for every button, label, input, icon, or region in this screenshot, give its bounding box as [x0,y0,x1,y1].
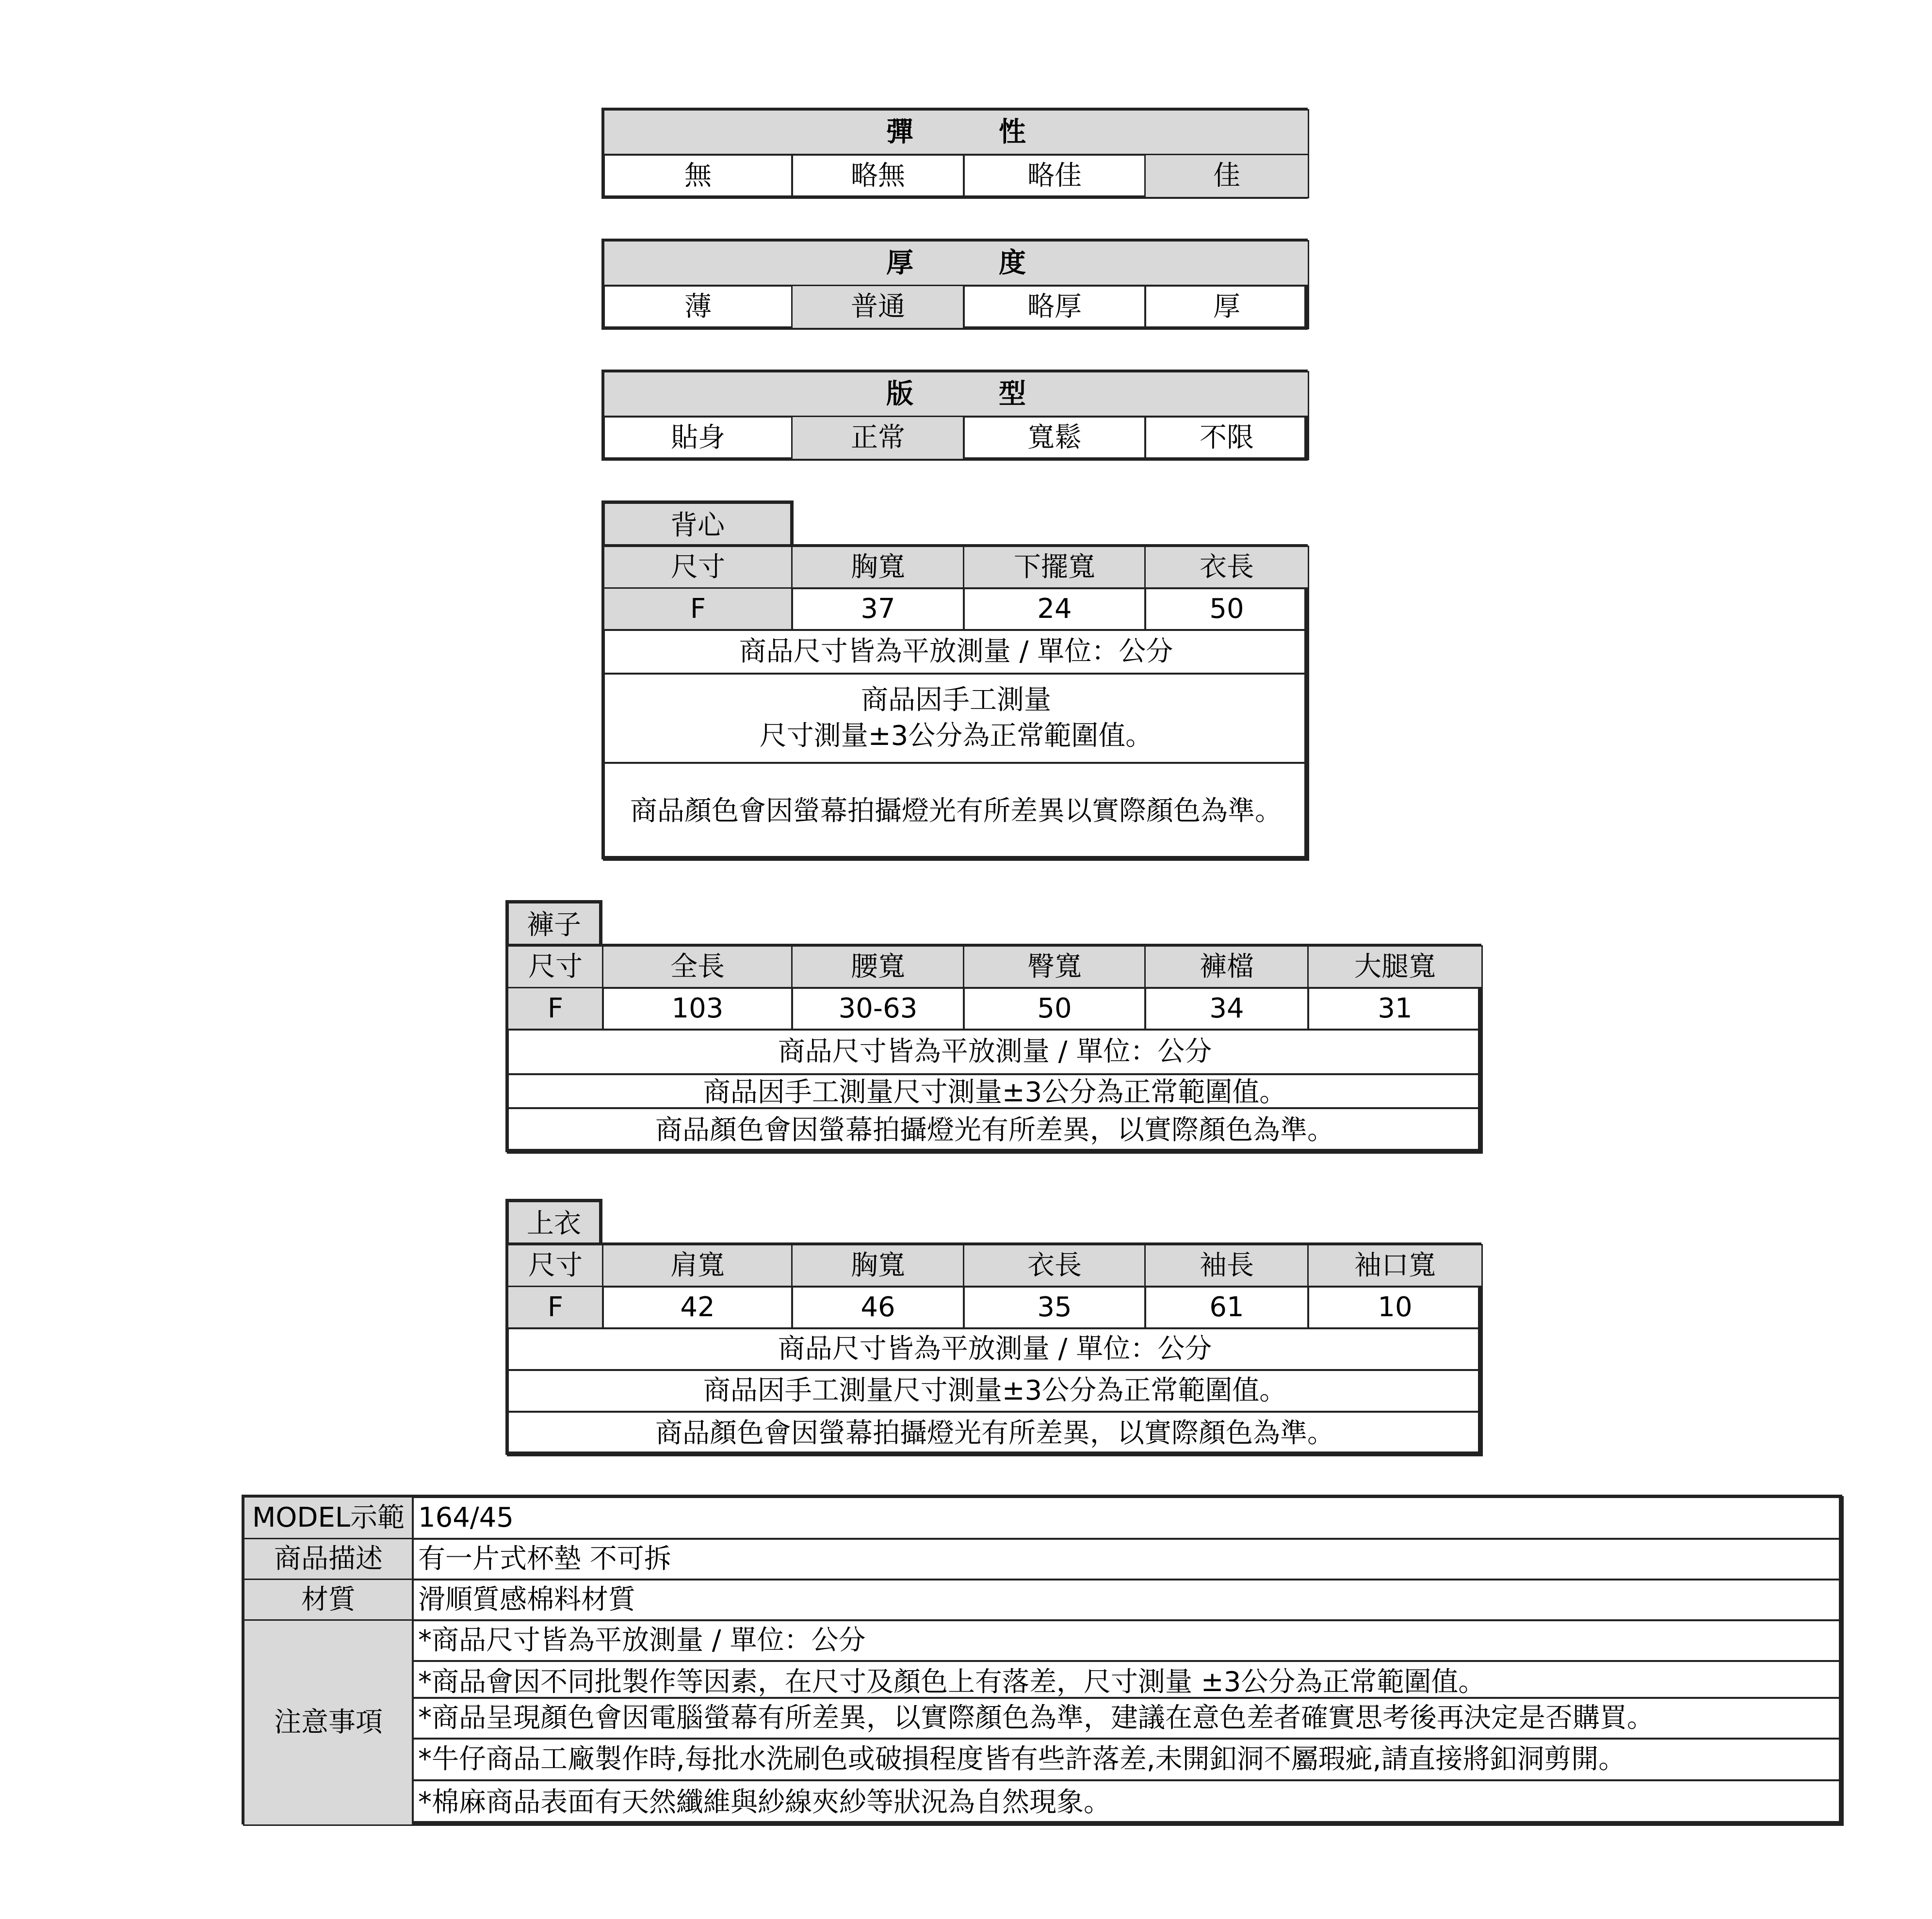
top-row-cuff: 10 [1307,1286,1483,1329]
pants-note-color: 商品顏色會因螢幕拍攝燈光有所差異，以實際顏色為準。 [507,1107,1483,1154]
fit-title: 版 型 [603,371,1309,418]
model-value: 164/45 [412,1496,1844,1540]
fit-option-any: 不限 [1144,416,1309,460]
top-table [505,1242,1481,1455]
top-row-shoulder: 42 [602,1286,793,1329]
pants-row-length: 103 [602,987,793,1031]
vest-note-tolerance-line1: 商品因手工測量 [861,684,1051,716]
top-row-chest: 46 [791,1286,965,1329]
elasticity-table [601,108,1308,199]
pants-table [505,944,1481,1152]
vest-note-color: 商品顏色會因螢幕拍攝燈光有所差異以實際顏色為準。 [603,762,1309,861]
pants-tab-label: 褲子 [527,909,581,941]
thickness-title: 厚 度 [603,240,1309,287]
pants-header-size: 尺寸 [507,945,604,989]
notes-item: *商品會因不同批製作等因素，在尺寸及顏色上有落差，尺寸測量 ±3公分為正常範圍值。 [412,1660,1844,1699]
top-note-measure: 商品尺寸皆為平放測量 / 單位：公分 [507,1327,1483,1371]
elasticity-option-slight-none: 略無 [791,154,965,198]
notes-item: *棉麻商品表面有天然纖維與紗線夾紗等狀況為自然現象。 [412,1779,1844,1826]
thickness-option-slight-thick: 略厚 [963,285,1146,329]
top-header-cuff: 袖口寬 [1307,1244,1483,1288]
pants-row-waist: 30-63 [791,987,965,1031]
top-header-length: 衣長 [963,1244,1146,1288]
pants-note-measure: 商品尺寸皆為平放測量 / 單位：公分 [507,1029,1483,1075]
pants-row-thigh: 31 [1307,987,1483,1031]
thickness-option-thin: 薄 [603,285,793,329]
top-header-chest: 胸寬 [791,1244,965,1288]
description-value: 有一片式杯墊 不可拆 [412,1538,1844,1580]
notes-item: *商品尺寸皆為平放測量 / 單位：公分 [412,1619,1844,1662]
vest-tab-label: 背心 [670,510,725,542]
pants-header-waist: 腰寬 [791,945,965,989]
thickness-option-thick: 厚 [1144,285,1309,329]
vest-note-measure: 商品尺寸皆為平放測量 / 單位：公分 [603,629,1309,675]
top-tab-label: 上衣 [527,1208,581,1240]
vest-row-length: 50 [1144,587,1309,631]
top-note-tolerance: 商品因手工測量尺寸測量±3公分為正常範圍值。 [507,1369,1483,1413]
vest-row-chest: 37 [791,587,965,631]
fit-option-slim: 貼身 [603,416,793,460]
top-header-size: 尺寸 [507,1244,604,1288]
elasticity-option-slight-good: 略佳 [963,154,1146,198]
vest-note-tolerance-line2: 尺寸測量±3公分為正常範圍值。 [759,720,1153,752]
notes-item: *牛仔商品工廠製作時,每批水洗刷色或破損程度皆有些許落差,未開釦洞不屬瑕疵,請直接將釦洞剪開。 [412,1738,1844,1781]
top-header-sleeve: 袖長 [1144,1244,1309,1288]
elasticity-option-none: 無 [603,154,793,198]
pants-header-length: 全長 [602,945,793,989]
pants-note-tolerance: 商品因手工測量尺寸測量±3公分為正常範圍值。 [507,1073,1483,1109]
pants-row-hip: 50 [963,987,1146,1031]
fit-option-loose: 寬鬆 [963,416,1146,460]
top-note-color: 商品顏色會因螢幕拍攝燈光有所差異，以實際顏色為準。 [507,1411,1483,1456]
vest-row-size: F [603,587,793,631]
vest-note-tolerance [603,673,1309,764]
pants-header-rise: 褲檔 [1144,945,1309,989]
model-label: MODEL示範 [243,1496,414,1540]
vest-header-size: 尺寸 [603,546,793,589]
notes-label: 注意事項 [243,1619,414,1826]
vest-table [601,544,1308,859]
top-header-shoulder: 肩寬 [602,1244,793,1288]
vest-header-chest: 胸寬 [791,546,965,589]
thickness-option-normal: 普通 [791,285,965,329]
pants-header-hip: 臀寬 [963,945,1146,989]
top-row-sleeve: 61 [1144,1286,1309,1329]
description-label: 商品描述 [243,1538,414,1580]
top-row-length: 35 [963,1286,1146,1329]
pants-row-rise: 34 [1144,987,1309,1031]
material-value: 滑順質感棉料材質 [412,1579,1844,1621]
top-row-size: F [507,1286,604,1329]
product-info-table [242,1495,1842,1824]
fit-table [601,370,1308,461]
pants-row-size: F [507,987,604,1031]
elasticity-option-good: 佳 [1144,154,1309,198]
fit-option-regular: 正常 [791,416,965,460]
vest-header-length: 衣長 [1144,546,1309,589]
thickness-table [601,239,1308,330]
pants-header-thigh: 大腿寬 [1307,945,1483,989]
elasticity-title: 彈 性 [603,109,1309,156]
vest-header-hem: 下擺寬 [963,546,1146,589]
notes-item: *商品呈現顏色會因電腦螢幕有所差異，以實際顏色為準，建議在意色差者確實思考後再決定是否購買。 [412,1697,1844,1740]
vest-row-hem: 24 [963,587,1146,631]
material-label: 材質 [243,1579,414,1621]
